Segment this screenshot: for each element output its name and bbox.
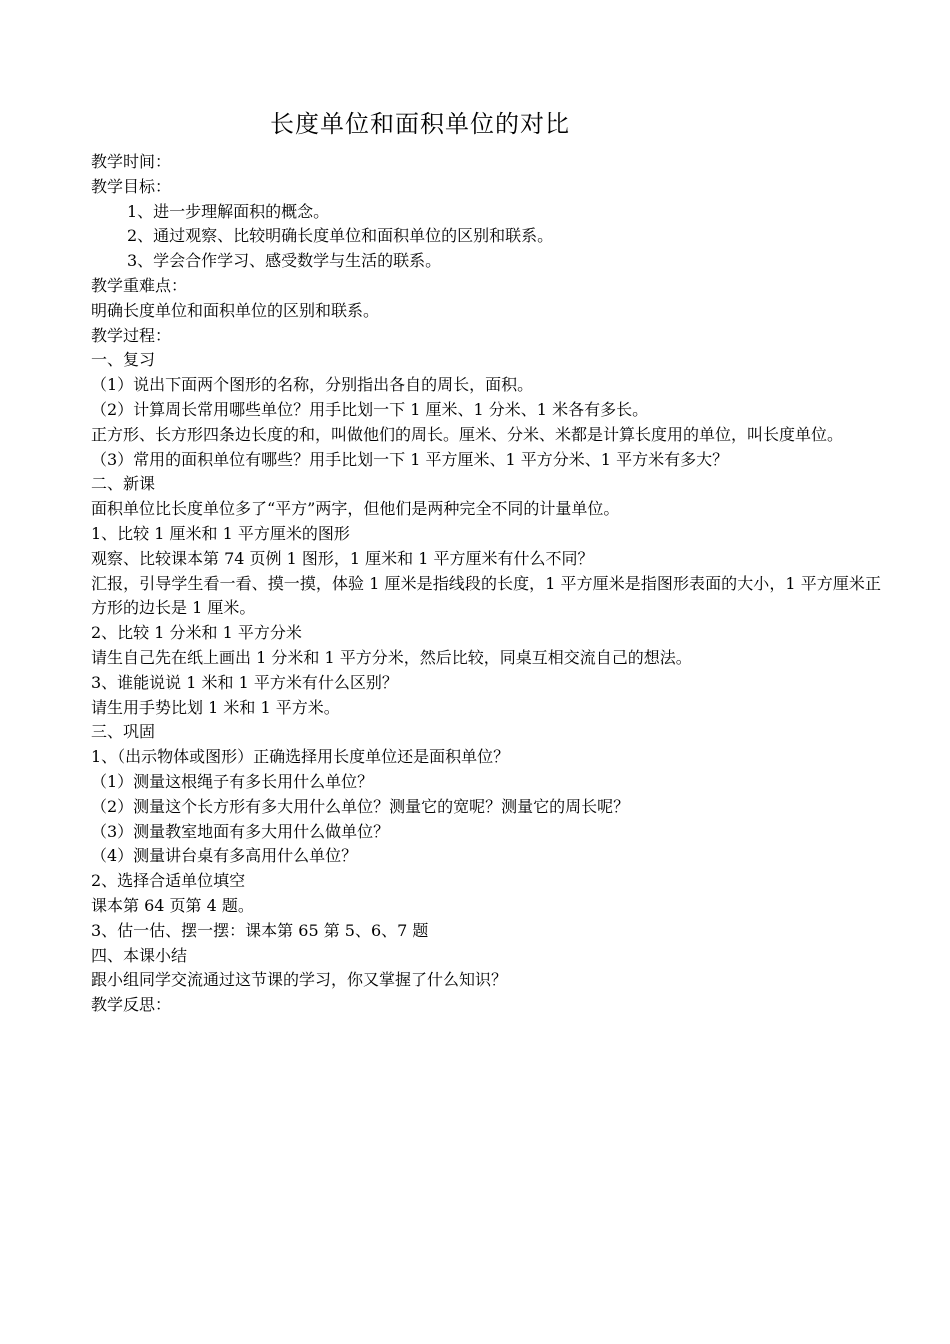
new-lesson-step-2: 2、比较 1 分米和 1 平方分米 bbox=[91, 623, 302, 643]
label-teaching-process: 教学过程： bbox=[91, 325, 172, 345]
new-lesson-step-3-activity: 请生用手势比划 1 米和 1 平方米。 bbox=[91, 697, 340, 717]
review-paragraph: 正方形、长方形四条边长度的和，叫做他们的周长。厘米、分米、米都是计算长度用的单位，叫长度单位。 bbox=[91, 424, 844, 444]
new-lesson-step-1-observe: 观察、比较课本第 74 页例 1 图形，1 厘米和 1 平方厘米有什么不同？ bbox=[91, 548, 594, 568]
section-review-heading: 一、复习 bbox=[91, 350, 156, 370]
label-reflection: 教学反思： bbox=[91, 995, 172, 1015]
document-title: 长度单位和面积单位的对比 bbox=[270, 110, 570, 138]
consolidate-task-2-detail: 课本第 64 页第 4 题。 bbox=[91, 895, 254, 915]
consolidate-task-3: 3、估一估、摆一摆：课本第 65 第 5、6、7 题 bbox=[91, 920, 429, 940]
consolidate-task-1: 1、（出示物体或图形）正确选择用长度单位还是面积单位？ bbox=[91, 747, 510, 767]
review-item-1: （1）说出下面两个图形的名称，分别指出各自的周长，面积。 bbox=[91, 375, 534, 395]
document-body bbox=[91, 150, 881, 1018]
consolidate-question-3: （3）测量教室地面有多大用什么做单位？ bbox=[91, 821, 390, 841]
new-lesson-intro: 面积单位比长度单位多了“平方”两字，但他们是两种完全不同的计量单位。 bbox=[91, 499, 620, 519]
goal-item-2: 2、通过观察、比较明确长度单位和面积单位的区别和联系。 bbox=[127, 226, 554, 246]
summary-text: 跟小组同学交流通过这节课的学习，你又掌握了什么知识？ bbox=[91, 970, 508, 990]
section-consolidate-heading: 三、巩固 bbox=[91, 722, 156, 742]
new-lesson-step-1: 1、比较 1 厘米和 1 平方厘米的图形 bbox=[91, 523, 350, 543]
consolidate-question-4: （4）测量讲台桌有多高用什么单位？ bbox=[91, 846, 358, 866]
new-lesson-step-3: 3、谁能说说 1 米和 1 平方米有什么区别？ bbox=[91, 672, 398, 692]
label-teaching-time: 教学时间： bbox=[91, 152, 172, 171]
review-item-3: （3）常用的面积单位有哪些？用手比划一下 1 平方厘米、1 平方分米、1 平方米有多大？ bbox=[91, 449, 729, 469]
new-lesson-step-1-report: 汇报，引导学生看一看、摸一摸，体验 1 厘米是指线段的长度，1 平方厘米是指图形表面的大小，1 平方厘米正方形的边长是 1 厘米。 bbox=[91, 573, 881, 618]
consolidate-question-1: （1）测量这根绳子有多长用什么单位？ bbox=[91, 771, 374, 791]
consolidate-task-2: 2、选择合适单位填空 bbox=[91, 871, 246, 891]
label-key-points: 教学重难点： bbox=[91, 275, 188, 295]
consolidate-question-2: （2）测量这个长方形有多大用什么单位？测量它的宽呢？测量它的周长呢？ bbox=[91, 796, 630, 816]
goal-item-1: 1、进一步理解面积的概念。 bbox=[127, 201, 330, 221]
new-lesson-step-2-activity: 请生自己先在纸上画出 1 分米和 1 平方分米，然后比较，同桌互相交流自己的想法。 bbox=[91, 647, 692, 667]
section-new-lesson-heading: 二、新课 bbox=[91, 474, 156, 494]
review-item-2: （2）计算周长常用哪些单位？用手比划一下 1 厘米、1 分米、1 米各有多长。 bbox=[91, 399, 649, 419]
goal-item-3: 3、学会合作学习、感受数学与生活的联系。 bbox=[127, 251, 442, 271]
key-points-text: 明确长度单位和面积单位的区别和联系。 bbox=[91, 300, 380, 320]
label-teaching-goals: 教学目标： bbox=[91, 176, 172, 196]
section-summary-heading: 四、本课小结 bbox=[91, 945, 188, 965]
